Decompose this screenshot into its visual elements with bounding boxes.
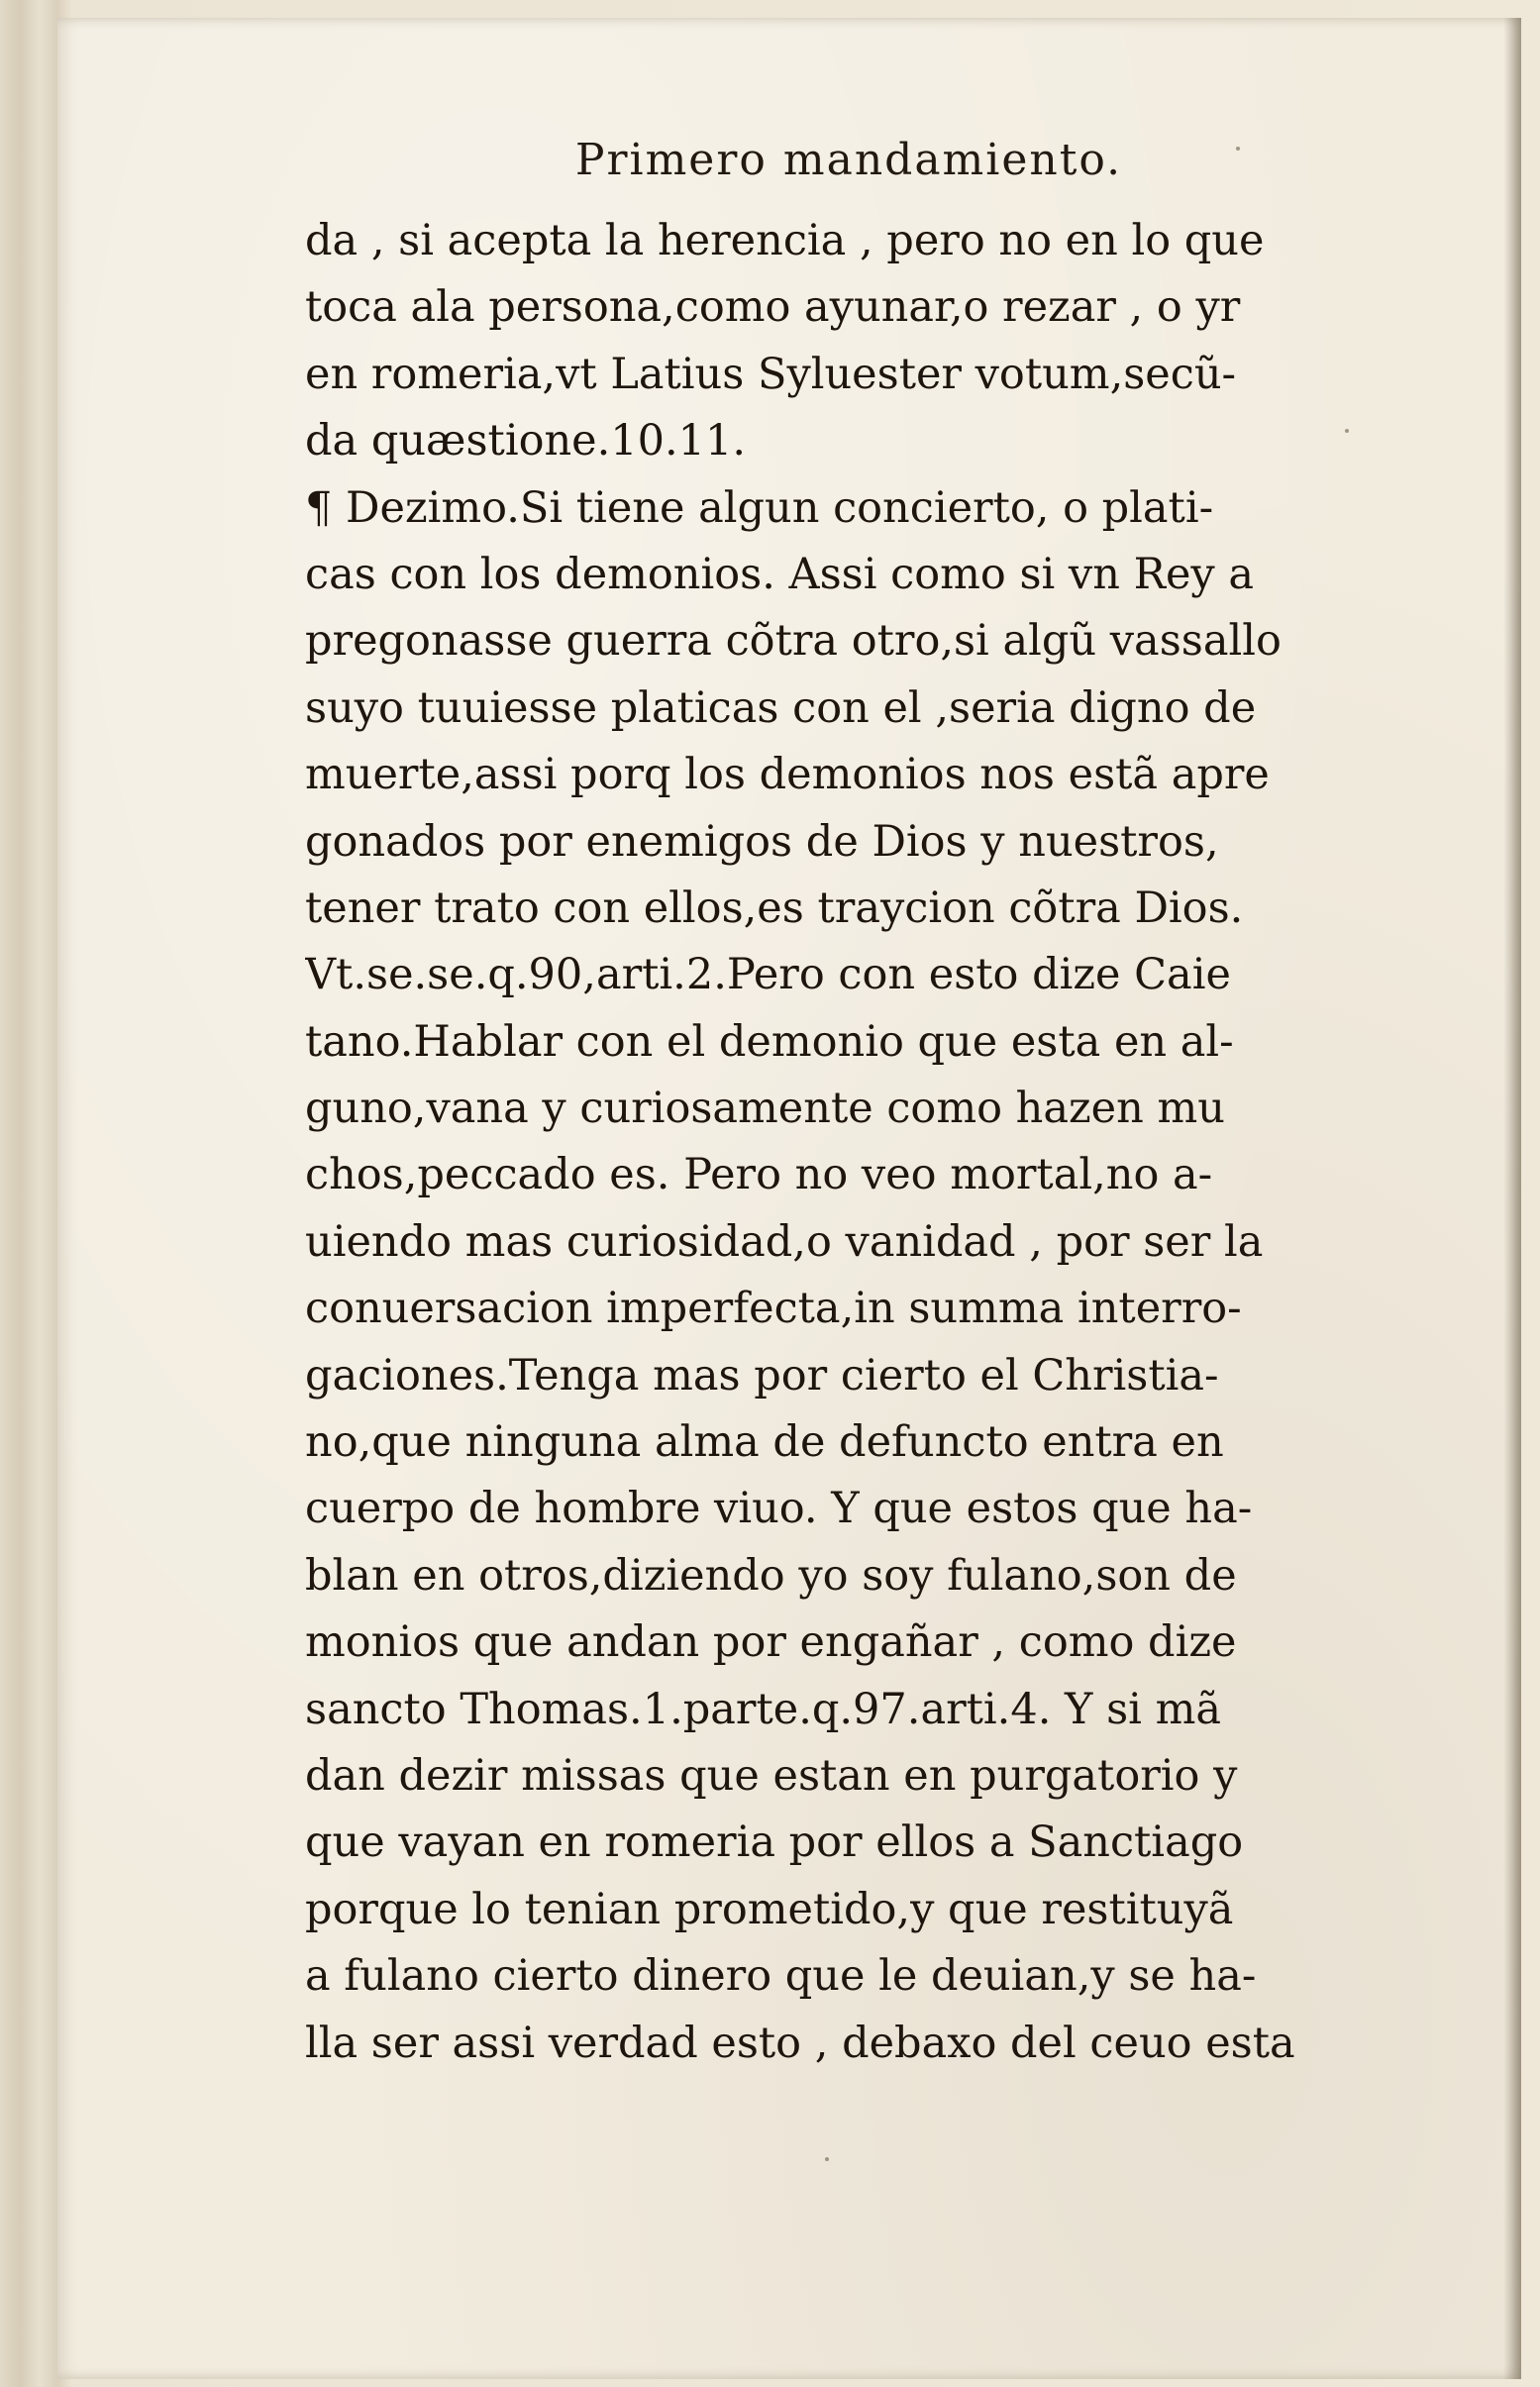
- text-line-19: no,que ninguna alma de defuncto entra en: [305, 1417, 1224, 1468]
- speck: [1345, 429, 1349, 433]
- text-line-14: guno,vana y curiosamente como hazen mu: [305, 1084, 1225, 1134]
- body-text: [305, 208, 1444, 2077]
- text-line-3: en romeria,vt Latius Syluester votum,secũ-: [305, 349, 1237, 399]
- text-line-21: blan en otros,diziendo yo soy fulano,son de: [305, 1550, 1237, 1601]
- page-gutter-shadow: [1503, 18, 1521, 2379]
- text-line-6: cas con los demonios. Assi como si vn Rey a: [305, 549, 1255, 599]
- text-line-10: gonados por enemigos de Dios y nuestros,: [305, 816, 1219, 867]
- text-line-24: dan dezir missas que estan en purgatorio y: [305, 1750, 1238, 1801]
- text-line-9: muerte,assi porq los demonios nos estã apre: [305, 750, 1270, 800]
- text-line-8: suyo tuuiesse platicas con el ,seria digno de: [305, 682, 1257, 733]
- text-line-12: Vt.se.se.q.90,arti.2.Pero con esto dize Caie: [305, 950, 1231, 1000]
- text-line-13: tano.Hablar con el demonio que esta en al-: [305, 1016, 1234, 1067]
- text-line-11: tener trato con ellos,es traycion cõtra Dios.: [305, 882, 1244, 933]
- text-line-27: a fulano cierto dinero que le deuian,y se ha-: [305, 1951, 1257, 2002]
- text-line-25: que vayan en romeria por ellos a Sanctiago: [305, 1817, 1244, 1868]
- text-line-16: uiendo mas curiosidad,o vanidad , por ser la: [305, 1216, 1264, 1267]
- text-line-7: pregonasse guerra cõtra otro,si algũ vassallo: [305, 616, 1282, 667]
- speck: [1236, 147, 1240, 151]
- text-line-20: cuerpo de hombre viuo. Y que estos que ha-: [305, 1484, 1253, 1534]
- text-line-28: lla ser assi verdad esto , debaxo del ceuo esta: [305, 2018, 1295, 2068]
- running-head: Primero mandamiento.: [574, 135, 1123, 185]
- text-line-23: sancto Thomas.1.parte.q.97.arti.4. Y si mã: [305, 1684, 1221, 1734]
- text-line-2: toca ala persona,como ayunar,o rezar , o yr: [305, 282, 1241, 333]
- text-line-1: da , si acepta la herencia , pero no en lo que: [305, 216, 1265, 265]
- text-line-22: monios que andan por engañar , como dize: [305, 1617, 1237, 1668]
- text-line-17: conuersacion imperfecta,in summa interro-: [305, 1284, 1242, 1334]
- text-line-15: chos,peccado es. Pero no veo mortal,no a-: [305, 1150, 1213, 1200]
- speck: [825, 2157, 829, 2161]
- text-line-5: ¶ Dezimo.Si tiene algun concierto, o plati-: [305, 482, 1214, 533]
- text-line-4: da quæstione.10.11.: [305, 416, 747, 467]
- text-line-18: gaciones.Tenga mas por cierto el Christia-: [305, 1350, 1219, 1401]
- book-page: [57, 18, 1521, 2379]
- text-line-26: porque lo tenian prometido,y que restituyã: [305, 1884, 1234, 1934]
